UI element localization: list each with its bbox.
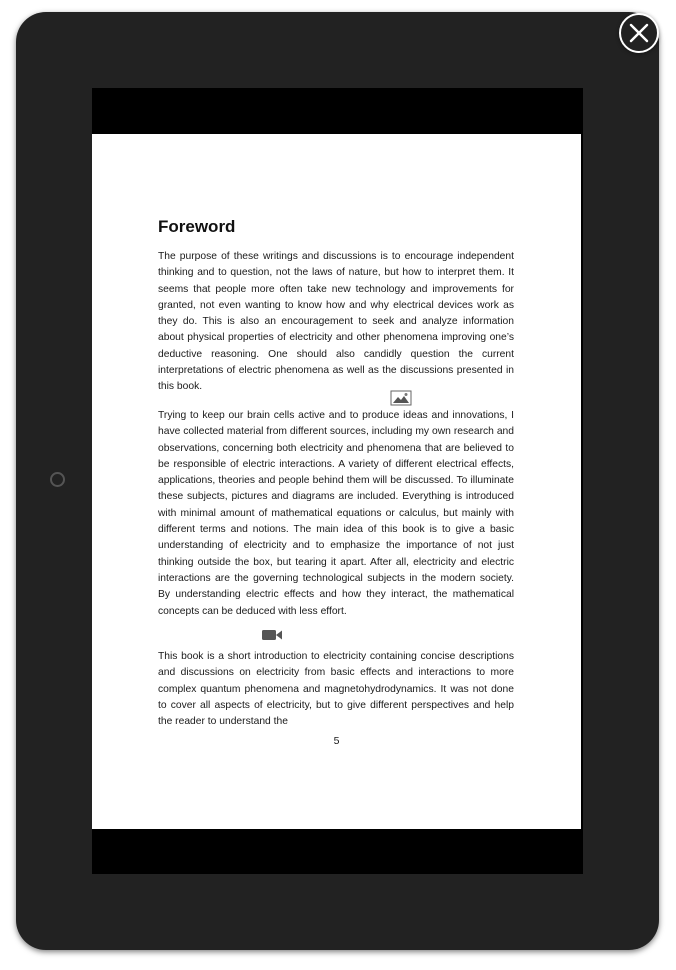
home-button[interactable]	[50, 472, 65, 487]
tablet-screen	[92, 88, 583, 874]
paragraph-2: Trying to keep our brain cells active and to produce ideas and innovations, I have collected material from different sources, including my own research and observations, concerning both electricity and phenomena that are believed to be responsible of electric interactions. A variety of different electrical effects, applications, theories and people behind them will be discussed. To illuminate these subjects, pictures and diagrams are included. Everything is introduced with minimal amount of mathematical equations or calculus, but mainly with different terms and notions. The main idea of this book is to give a basic understanding of electricity and to emphasize the importance of not just thinking outside the box, but tearing it apart. After all, electricity and electric interactions are the governing technological subjects in the modern society. By understanding electric effects and how they interact, the mathematical concepts can be deduced with less effort.	[158, 410, 514, 617]
book-page	[92, 134, 581, 829]
tablet-frame	[16, 12, 659, 950]
paragraph-1: The purpose of these writings and discussions is to encourage independent thinking and to question, not the laws of nature, but how to interpret them. It seems that people more often take new technology and improvements for granted, not even wanting to know how and why electrical devices work as they do. This is also an encouragement to seek and analyze information about physical properties of electricity and other phenomena improving one’s deductive reasoning. One should also candidly question the current interpretations of electric phenomena as well as the discussions presented in this book.	[158, 251, 514, 393]
paragraph-3: This book is a short introduction to electricity containing concise descriptions and discussions on electricity from basic effects and interactions to more complex quantum phenomena and magnetohydrodynamics. It was not done to cover all aspects of electricity, but to give different perspectives and help the reader to understand the	[158, 651, 514, 728]
close-button[interactable]	[619, 13, 659, 53]
page-number: 5	[333, 735, 340, 747]
video-camera-icon[interactable]	[261, 628, 283, 642]
close-icon	[628, 22, 650, 44]
image-icon[interactable]	[390, 390, 412, 406]
page-heading: Foreword	[158, 217, 236, 236]
